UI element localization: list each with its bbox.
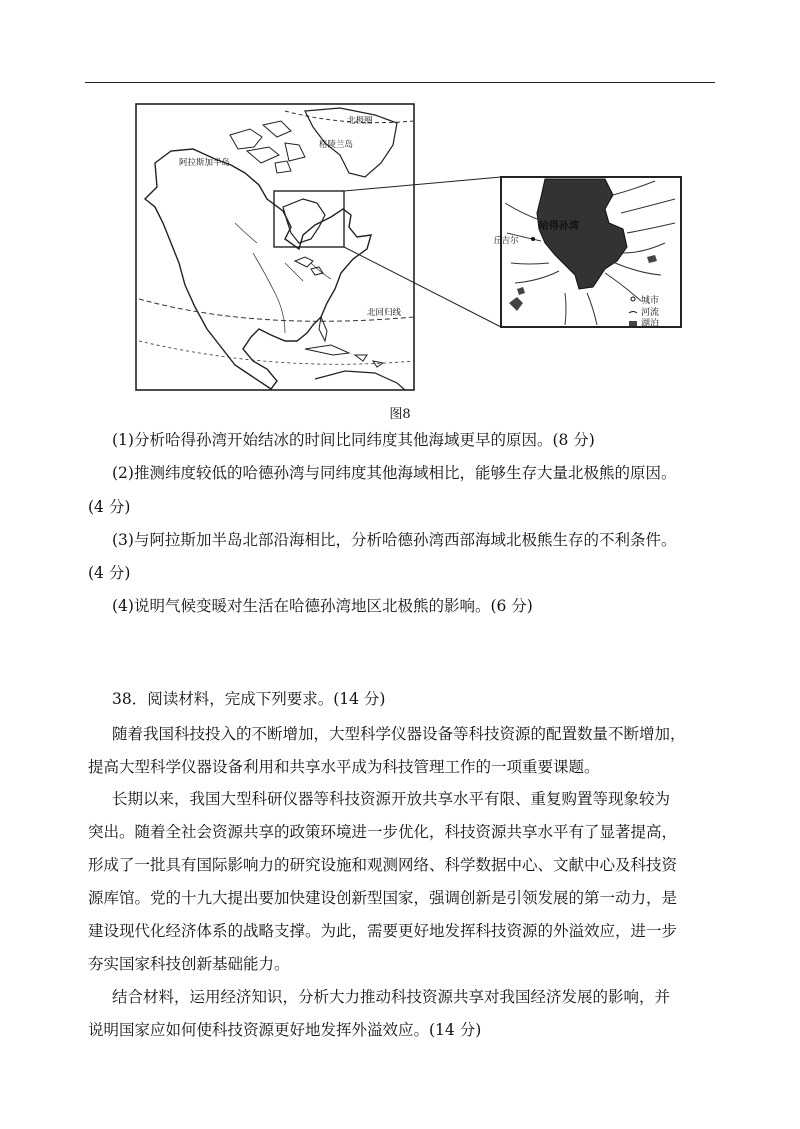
legend-lake: 湖泊: [641, 319, 660, 329]
q38-line-6: 源库馆。党的十九大提出要加快建设创新型国家，强调创新是引领发展的第一动力，是: [88, 889, 678, 907]
figure-caption: 图8: [389, 407, 411, 422]
q38-line-1: 随着我国科技投入的不断增加，大型科学仪器设备等科技资源的配置数量不断增加，: [112, 725, 686, 743]
figure-map: [135, 103, 695, 401]
question-38-heading: 38．阅读材料，完成下列要求。(14 分): [112, 690, 386, 708]
label-alaska: 阿拉斯加半岛: [179, 158, 231, 168]
question-1: (1)分析哈得孙湾开始结冰的时间比同纬度其他海域更早的原因。(8 分): [112, 431, 595, 449]
question-2-points: (4 分): [88, 498, 131, 516]
q38-line-2: 提高大型科学仪器设备利用和共享水平成为科技管理工作的一项重要课题。: [88, 758, 600, 776]
inset-label-hudson-bay: 哈得孙湾: [539, 221, 579, 232]
label-tropic: 北回归线: [367, 308, 402, 318]
churchill-dot: [531, 237, 535, 241]
q38-line-5: 形成了一批具有国际影响力的研究设施和观测网络、科学数据中心、文献中心及科技资: [88, 856, 678, 874]
q38-line-8: 夯实国家科技创新基础能力。: [88, 955, 290, 973]
header-rule: [85, 82, 715, 83]
question-3: (3)与阿拉斯加半岛北部沿海相比，分析哈德孙湾西部海域北极熊生存的不利条件。: [112, 531, 677, 549]
label-greenland: 格陵兰岛: [319, 140, 354, 150]
q38-line-4: 突出。随着全社会资源共享的政策环境进一步优化，科技资源共享水平有了显著提高，: [88, 823, 678, 841]
legend-city: 城市: [641, 296, 660, 306]
q38-line-9: 结合材料，运用经济知识，分析大力推动科技资源共享对我国经济发展的影响，并: [112, 988, 671, 1006]
q38-line-7: 建设现代化经济体系的战略支撑。为此，需要更好地发挥科技资源的外溢效应，进一步: [88, 922, 678, 940]
legend-lake-symbol: [629, 321, 637, 326]
inset-label-churchill: 丘吉尔: [493, 236, 519, 246]
label-arctic-circle: 北极圈: [347, 116, 373, 126]
question-2: (2)推测纬度较低的哈德孙湾与同纬度其他海域相比，能够生存大量北极熊的原因。: [112, 464, 677, 482]
q38-line-10: 说明国家应如何使科技资源更好地发挥外溢效应。(14 分): [88, 1021, 482, 1039]
question-4: (4)说明气候变暖对生活在哈德孙湾地区北极熊的影响。(6 分): [112, 597, 533, 615]
legend-river: 河流: [641, 308, 660, 318]
q38-line-3: 长期以来，我国大型科研仪器等科技资源开放共享水平有限、重复购置等现象较为: [112, 790, 671, 808]
question-3-points: (4 分): [88, 564, 131, 582]
